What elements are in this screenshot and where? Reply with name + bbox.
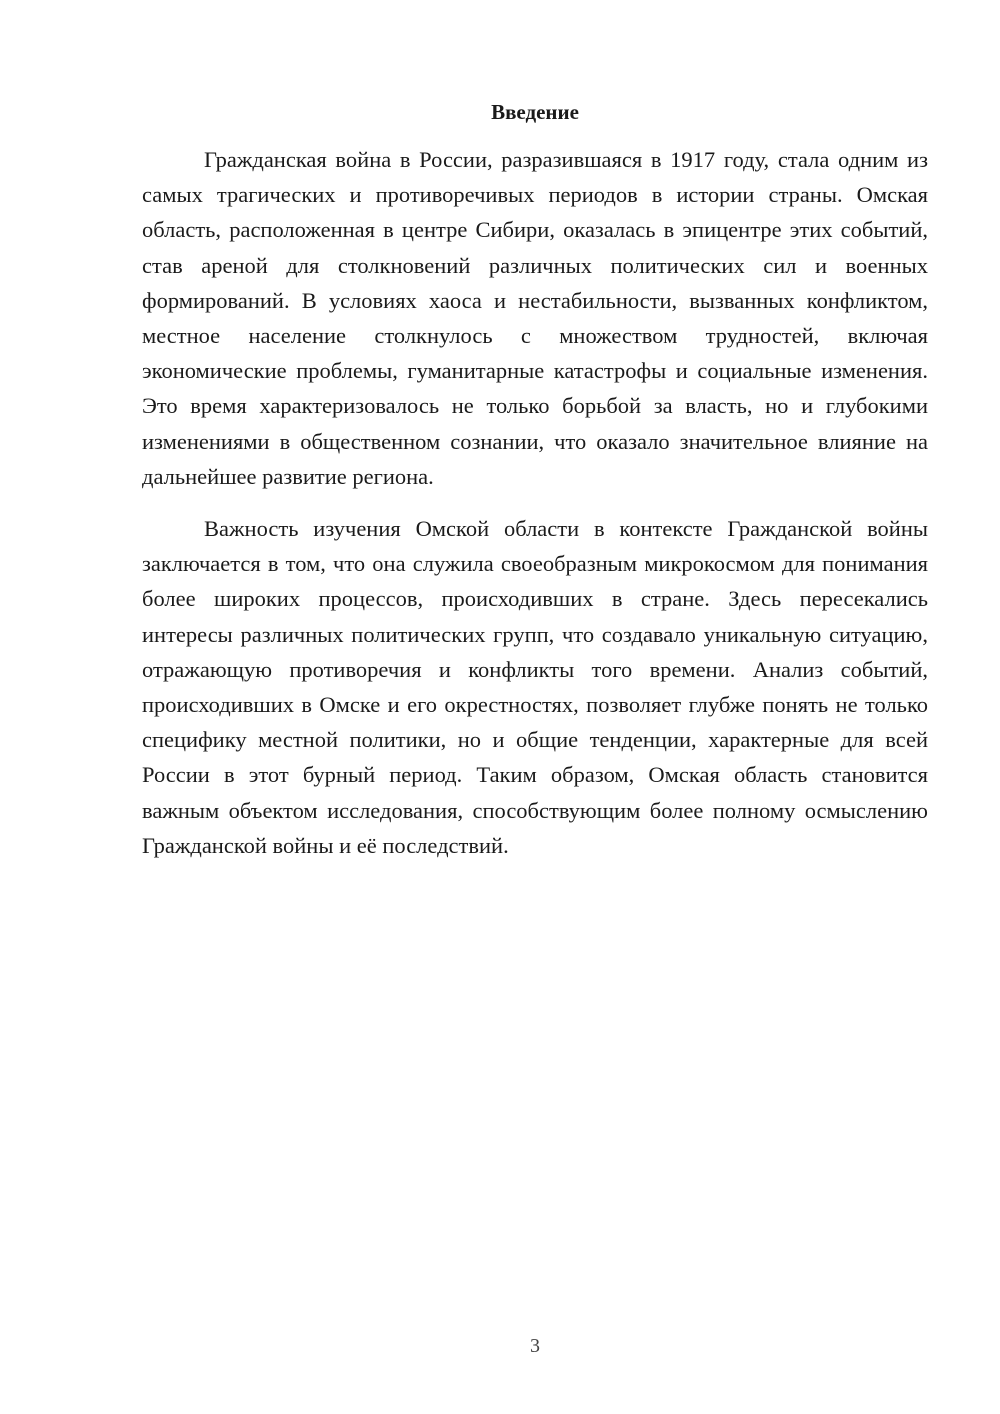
body-text <box>142 142 928 863</box>
section-title: Введение <box>491 100 579 124</box>
paragraph-2: Важность изучения Омской области в контексте Гражданской войны заключается в том, что она служила своеобразным микрокосмом для понимания более широких процессов, происходивших в стране. Здесь пересекались интересы различных политических групп, что создавало уникальную ситуацию, отражающую противоречия и конфликты того времени. Анализ событий, происходивших в Омске и его окрестностях, позволяет глубже понять не только специфику местной политики, но и общие тенденции, характерные для всей России в этот бурный период. Таким образом, Омская область становится важным объектом исследования, способствующим более полному осмыслению Гражданской войны и её последствий. <box>142 516 928 858</box>
page-number: 3 <box>530 1335 540 1357</box>
paragraph-1: Гражданская война в России, разразившаяся в 1917 году, стала одним из самых трагических и противоречивых периодов в истории страны. Омская область, расположенная в центре Сибири, оказалась в эпицентре этих событий, став ареной для столкновений различных политических сил и военных формирований. В условиях хаоса и нестабильности, вызванных конфликтом, местное население столкнулось с множеством трудностей, включая экономические проблемы, гуманитарные катастрофы и социальные изменения. Это время характеризовалось не только борьбой за власть, но и глубокими изменениями в общественном сознании, что оказало значительное влияние на дальнейшее развитие региона. <box>142 147 928 489</box>
